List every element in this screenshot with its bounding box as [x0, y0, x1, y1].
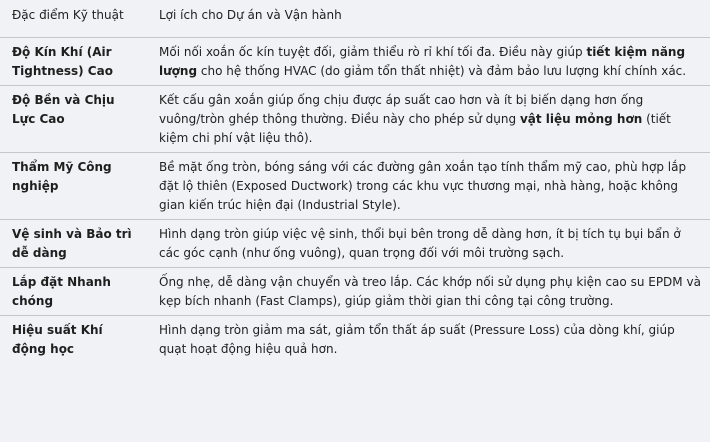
column-header-feature: Đặc điểm Kỹ thuật — [0, 0, 146, 38]
table-row — [0, 220, 710, 268]
table-row — [0, 268, 710, 316]
benefit-highlight: tiết kiệm năng lượng — [159, 45, 686, 78]
benefit-highlight: vật liệu mỏng hơn — [519, 112, 643, 126]
table-header-row — [0, 0, 710, 38]
benefit-cell — [146, 220, 710, 268]
benefit-text: Hình dạng tròn giảm ma sát, giảm tổn thất áp suất (Pressure Loss) của dòng khí, giúp quạt hoạt động hiệu quả hơn. — [159, 323, 675, 356]
table-row — [0, 153, 710, 220]
benefit-text: Hình dạng tròn giúp việc vệ sinh, thổi bụi bên trong dễ dàng hơn, ít bị tích tụ bụi bẩn ở các góc cạnh (như ống vuông), quan trọng đối với môi trường sạch. — [159, 227, 681, 260]
benefit-cell — [146, 316, 710, 364]
benefit-text: (tiết kiệm chi phí vật liệu thô). — [159, 112, 671, 145]
feature-cell: Lắp đặt Nhanh chóng — [0, 268, 146, 316]
feature-cell: Thẩm Mỹ Công nghiệp — [0, 153, 146, 220]
feature-cell: Hiệu suất Khí động học — [0, 316, 146, 364]
feature-cell: Độ Kín Khí (Air Tightness) Cao — [0, 38, 146, 86]
benefit-text: Kết cấu gân xoắn giúp ống chịu được áp suất cao hơn và ít bị biến dạng hơn ống vuông/tròn ghép thông thường. Điều này cho phép sử dụng — [159, 93, 644, 126]
benefit-cell — [146, 268, 710, 316]
benefit-text: cho hệ thống HVAC (do giảm tổn thất nhiệt) và đảm bảo lưu lượng khí chính xác. — [197, 64, 687, 78]
benefit-cell — [146, 86, 710, 153]
benefit-text: Mối nối xoắn ốc kín tuyệt đối, giảm thiểu rò rỉ khí tối đa. Điều này giúp — [159, 45, 587, 59]
table-row — [0, 316, 710, 364]
column-header-benefit: Lợi ích cho Dự án và Vận hành — [146, 0, 710, 38]
table-body — [0, 38, 710, 364]
feature-cell: Vệ sinh và Bảo trì dễ dàng — [0, 220, 146, 268]
benefit-text: Ống nhẹ, dễ dàng vận chuyển và treo lắp. Các khớp nối sử dụng phụ kiện cao su EPDM và kẹp bích nhanh (Fast Clamps), giúp giảm thời gian thi công tại công trường. — [159, 275, 701, 308]
benefit-cell — [146, 153, 710, 220]
table-row — [0, 38, 710, 86]
feature-cell: Độ Bền và Chịu Lực Cao — [0, 86, 146, 153]
benefit-text: Bề mặt ống tròn, bóng sáng với các đường gân xoắn tạo tính thẩm mỹ cao, phù hợp lắp đặt lộ thiên (Exposed Ductwork) trong các khu vực thương mại, nhà hàng, hoặc không gian kiến trúc hiện đại (Industrial Style). — [159, 160, 687, 212]
table-row — [0, 86, 710, 153]
benefit-cell — [146, 38, 710, 86]
